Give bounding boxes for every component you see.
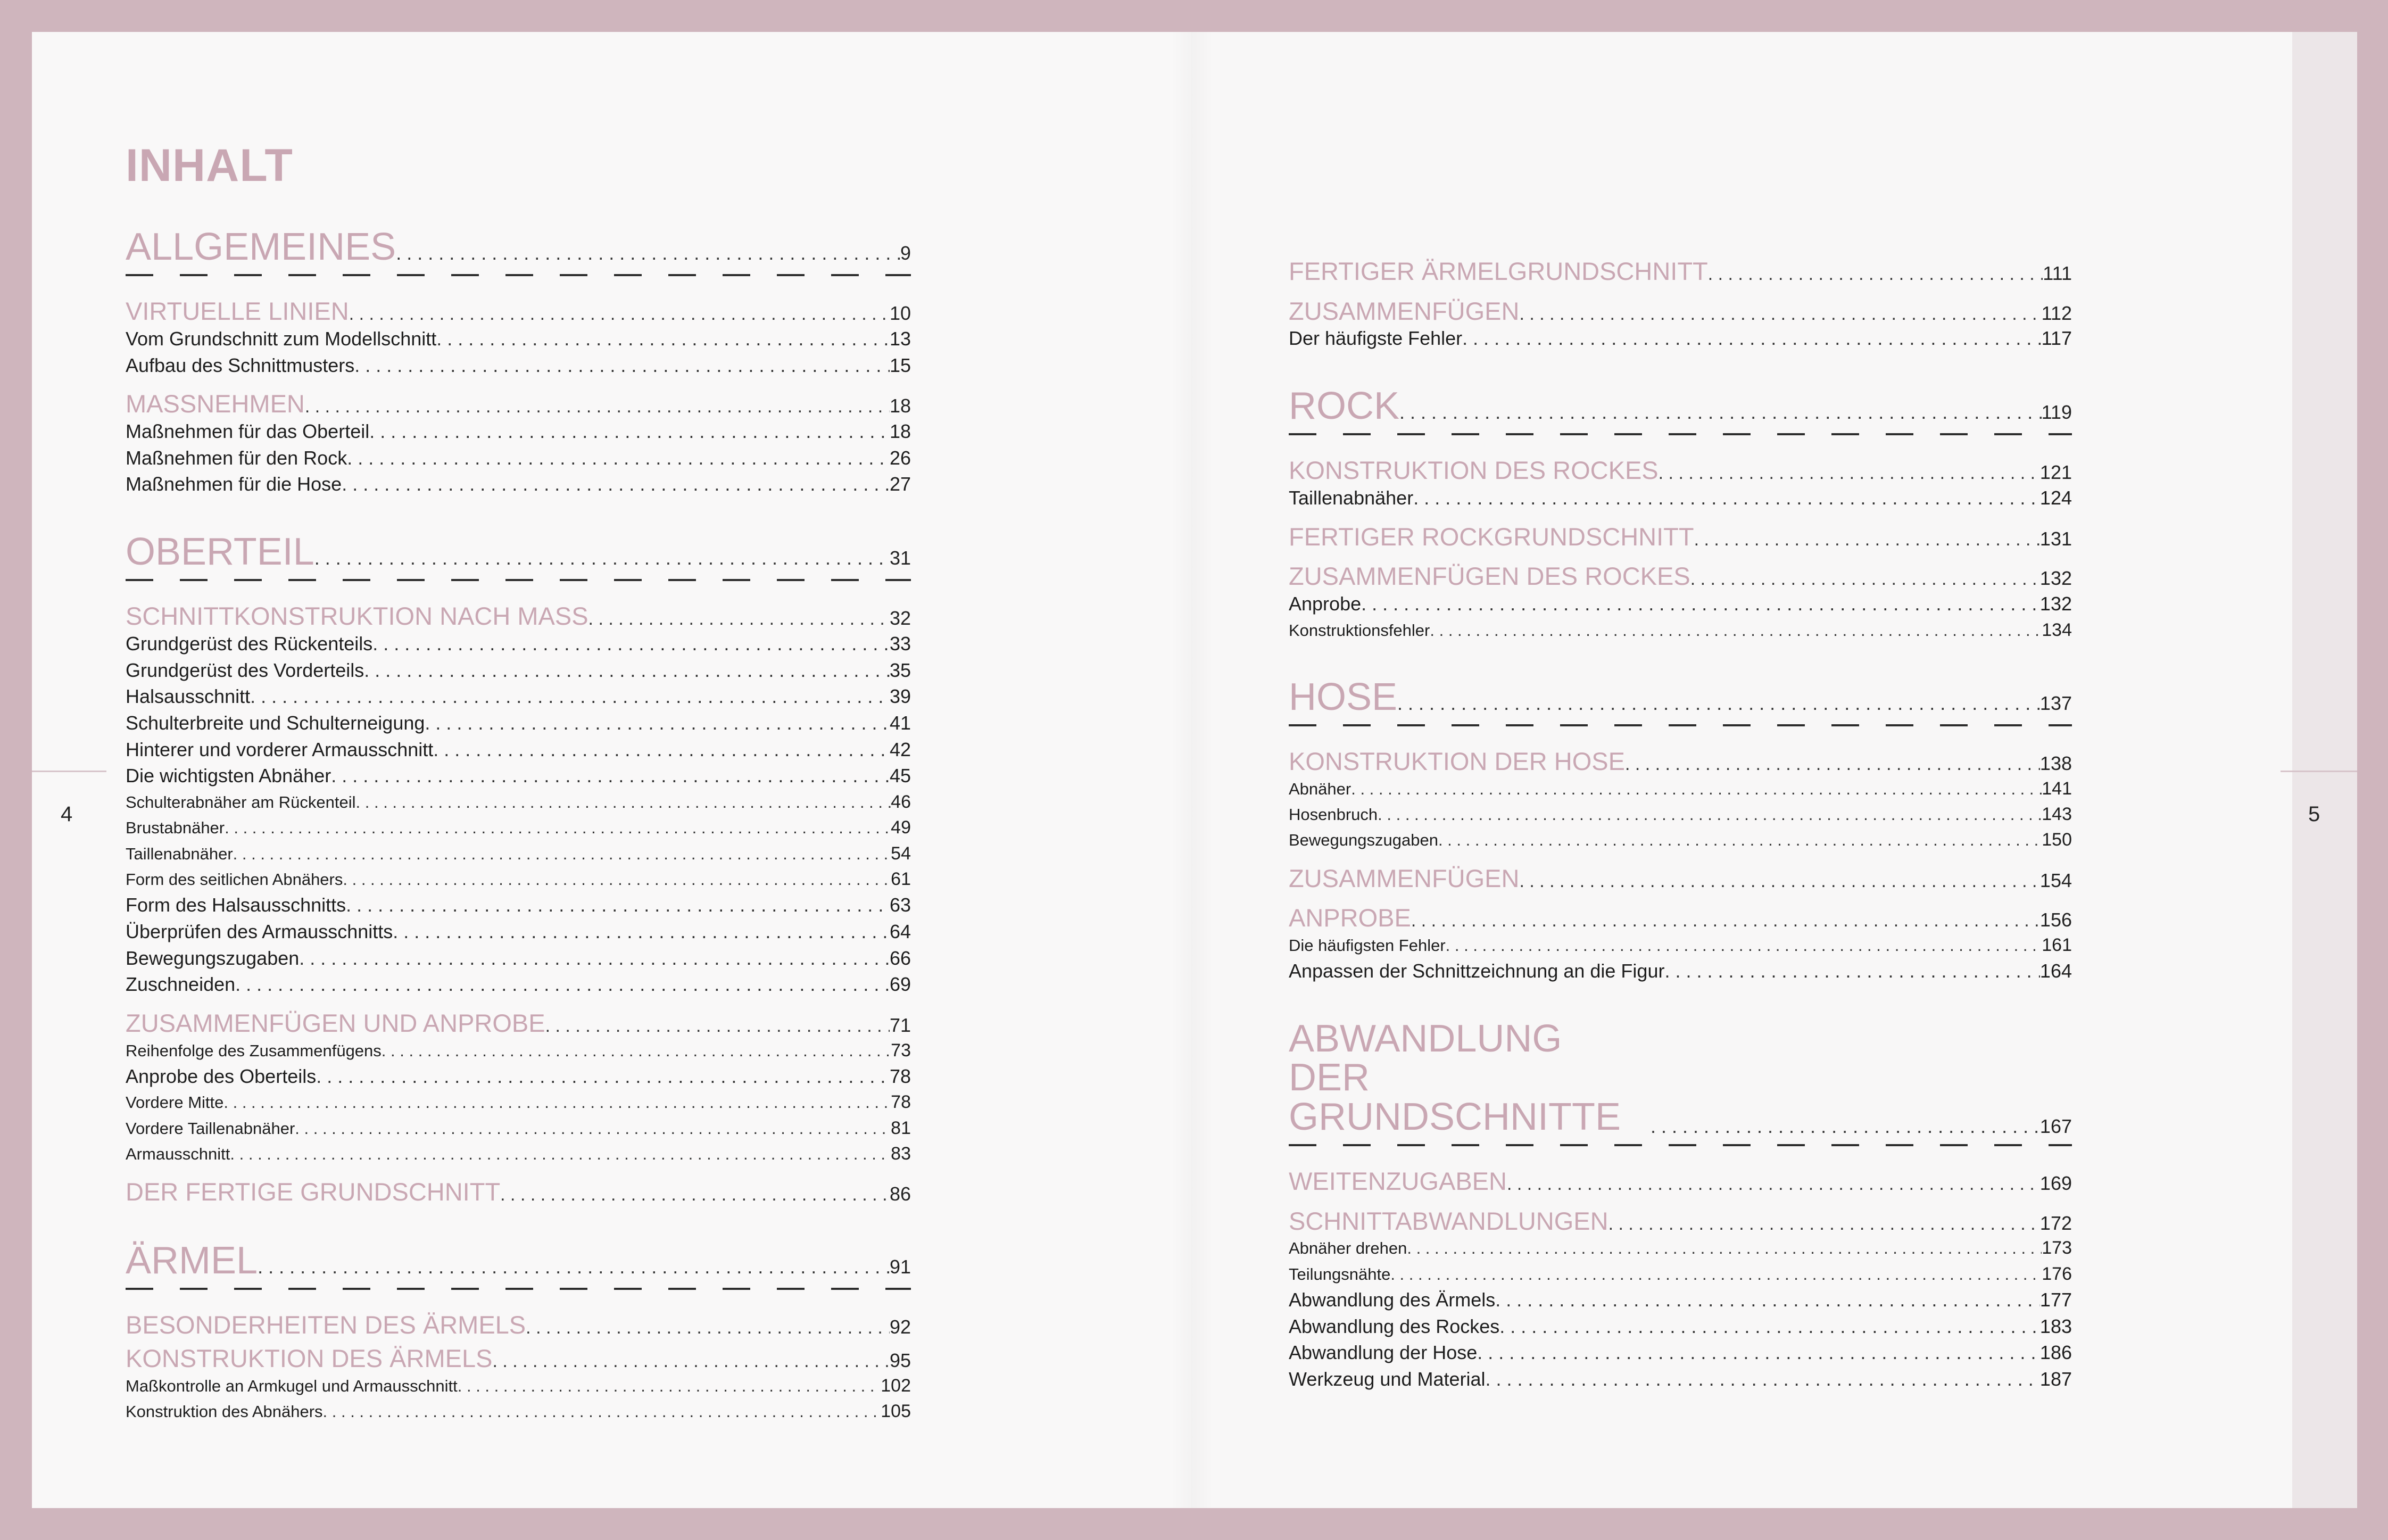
toc-entry-title: Anprobe	[1289, 592, 1362, 615]
dot-leader	[1690, 569, 2040, 589]
toc-chapter-entry	[126, 533, 911, 572]
left-page-number: 4	[61, 802, 73, 826]
toc-entry-page: 119	[2041, 401, 2072, 423]
dot-leader	[425, 710, 890, 736]
toc-entry-title: MASSNEHMEN	[126, 390, 305, 418]
dot-leader	[346, 892, 890, 918]
toc-entry-title: Taillenabnäher	[126, 844, 233, 863]
toc-entry-page: 111	[2043, 262, 2072, 284]
toc-small-entry	[1289, 827, 2072, 852]
toc-entry-page: 83	[891, 1143, 911, 1164]
toc-entry-page: 26	[889, 446, 911, 469]
toc-small-entry	[1289, 776, 2072, 801]
toc-item-entry	[1289, 1287, 2072, 1313]
toc-entry-page: 35	[889, 659, 911, 681]
toc-entry-title: Abnäher drehen	[1289, 1239, 1407, 1258]
toc-entry-page: 143	[2042, 804, 2072, 825]
dot-leader	[1519, 871, 2039, 891]
toc-entry-page: 81	[891, 1117, 911, 1138]
toc-item-entry	[126, 418, 911, 445]
dot-leader	[225, 816, 891, 840]
toc-small-entry	[1289, 1235, 2072, 1261]
dot-leader	[1486, 1366, 2040, 1393]
toc-entry-page: 86	[889, 1183, 911, 1205]
toc-entry-page: 27	[889, 473, 911, 495]
toc-entry-page: 186	[2039, 1342, 2072, 1364]
toc-entry-page: 39	[889, 685, 911, 708]
toc-item-entry	[126, 918, 911, 945]
toc-entry-title: Abwandlung der Hose	[1289, 1342, 1478, 1364]
dot-leader	[349, 304, 890, 324]
toc-item-entry	[126, 326, 911, 352]
toc-entry-title: BESONDERHEITEN DES ÄRMELS	[126, 1311, 526, 1339]
toc-entry-page: 154	[2039, 869, 2072, 891]
toc-item-entry	[126, 683, 911, 710]
toc-entry-title: ZUSAMMENFÜGEN DES ROCKES	[1289, 562, 1690, 591]
toc-entry-page: 141	[2042, 778, 2072, 799]
toc-entry-title: Anpassen der Schnittzeichnung an die Figur	[1289, 960, 1665, 982]
toc-entry-page: 15	[889, 354, 911, 376]
toc-entry-title: Taillenabnäher	[1289, 486, 1414, 509]
dot-leader	[588, 609, 890, 629]
toc-section-entry	[1289, 258, 2072, 286]
toc-entry-page: 172	[2039, 1212, 2072, 1234]
dot-leader	[1397, 694, 2040, 714]
book-gutter	[1171, 32, 1213, 1508]
chapter-dash-rule	[1289, 1140, 2072, 1156]
toc-item-entry	[126, 657, 911, 684]
toc-item-entry	[126, 763, 911, 789]
dot-leader	[396, 244, 900, 263]
toc-entry-page: 164	[2039, 960, 2072, 982]
toc-item-entry	[1289, 1313, 2072, 1340]
toc-right-column	[1289, 258, 2072, 1393]
toc-entry-title: Brustabnäher	[126, 818, 225, 838]
toc-item-entry	[126, 971, 911, 998]
dot-leader	[316, 1063, 890, 1090]
toc-entry-title: Maßnehmen für die Hose	[126, 473, 342, 495]
dot-leader	[343, 868, 891, 891]
toc-entry-title: Bewegungszugaben	[126, 947, 300, 969]
toc-entry-title: Teilungsnähte	[1289, 1264, 1391, 1284]
toc-section-entry	[1289, 1207, 2072, 1236]
dot-leader	[331, 763, 890, 789]
toc-item-entry	[126, 1063, 911, 1090]
toc-small-entry	[126, 1089, 911, 1115]
toc-small-entry	[1289, 801, 2072, 827]
toc-entry-page: 73	[891, 1040, 911, 1061]
toc-entry-page: 117	[2041, 327, 2072, 350]
toc-entry-page: 78	[891, 1092, 911, 1113]
toc-chapter-entry	[1289, 675, 2072, 718]
toc-entry-page: 10	[889, 302, 911, 325]
toc-section-entry	[1289, 904, 2072, 932]
toc-heading: INHALT	[126, 140, 293, 191]
toc-entry-title: DER FERTIGE GRUNDSCHNITT	[126, 1178, 501, 1206]
toc-entry-title: SCHNITTKONSTRUKTION NACH MASS	[126, 602, 588, 631]
toc-section-entry	[1289, 457, 2072, 485]
toc-entry-title: Vom Grundschnitt zum Modellschnitt	[126, 328, 437, 350]
toc-small-entry	[1289, 617, 2072, 643]
dot-leader	[305, 396, 890, 417]
dot-leader	[1625, 754, 2040, 774]
toc-item-entry	[126, 445, 911, 471]
chapter-dash-rule	[1289, 429, 2072, 445]
toc-small-entry	[126, 1115, 911, 1141]
toc-small-entry	[126, 1141, 911, 1166]
toc-entry-title: Bewegungszugaben	[1289, 831, 1438, 850]
dot-leader	[1477, 1339, 2040, 1366]
toc-section-entry	[126, 1009, 911, 1038]
toc-entry-title: ZUSAMMENFÜGEN	[1289, 296, 1520, 325]
toc-entry-title: Hosenbruch	[1289, 805, 1378, 824]
dot-leader	[1608, 1214, 2040, 1234]
toc-item-entry	[126, 736, 911, 763]
toc-entry-page: 45	[889, 765, 911, 787]
toc-entry-page: 49	[891, 817, 911, 838]
toc-section-entry	[126, 390, 911, 418]
toc-section-entry	[126, 1345, 911, 1373]
toc-entry-page: 137	[2039, 692, 2072, 714]
dot-leader	[258, 1257, 890, 1277]
dot-leader	[1462, 325, 2041, 352]
toc-entry-title: Hinterer und vorderer Armausschnitt	[126, 738, 434, 760]
toc-entry-page: 183	[2039, 1315, 2072, 1337]
toc-chapter-entry	[126, 1241, 911, 1280]
toc-entry-title: SCHNITTABWANDLUNGEN	[1289, 1206, 1608, 1235]
dot-leader	[458, 1375, 881, 1398]
toc-small-entry	[126, 1373, 911, 1398]
dot-leader	[295, 1117, 891, 1140]
toc-entry-title: Schulterabnäher am Rückenteil	[126, 793, 356, 812]
dot-leader	[369, 418, 890, 445]
dot-leader	[230, 1142, 891, 1166]
dot-leader	[250, 683, 890, 710]
toc-item-entry	[1289, 1366, 2072, 1393]
toc-entry-title: VIRTUELLE LINIEN	[126, 297, 349, 326]
chapter-dash-rule	[126, 1284, 911, 1299]
dot-leader	[1438, 829, 2042, 852]
dot-leader	[356, 791, 891, 814]
toc-entry-title: WEITENZUGABEN	[1289, 1167, 1507, 1196]
toc-entry-title: ALLGEMEINES	[126, 226, 396, 268]
dot-leader	[433, 736, 890, 763]
toc-entry-page: 134	[2042, 619, 2072, 640]
toc-entry-page: 138	[2039, 752, 2072, 775]
right-margin-rule	[2281, 771, 2357, 772]
dot-leader	[364, 657, 890, 684]
toc-small-entry	[1289, 932, 2072, 958]
toc-chapter-entry	[126, 228, 911, 267]
toc-entry-title: Überprüfen des Armausschnitts	[126, 920, 393, 942]
toc-entry-page: 69	[889, 973, 911, 996]
dot-leader	[382, 1039, 891, 1063]
toc-entry-page: 63	[889, 894, 911, 916]
toc-chapter-entry	[1289, 1017, 2072, 1138]
dot-leader	[1694, 529, 2040, 550]
toc-left-column	[126, 228, 911, 1424]
toc-entry-title: ANPROBE	[1289, 904, 1411, 932]
toc-entry-title: Schulterbreite und Schulterneigung	[126, 712, 425, 734]
toc-entry-page: 46	[891, 792, 911, 813]
toc-entry-title: KONSTRUKTION DES ROCKES	[1289, 456, 1659, 485]
toc-entry-page: 176	[2042, 1263, 2072, 1284]
toc-entry-page: 41	[889, 712, 911, 734]
dot-leader	[1430, 619, 2042, 642]
toc-entry-title: Abwandlung des Rockes	[1289, 1315, 1500, 1337]
toc-entry-title: FERTIGER ÄRMELGRUNDSCHNITT	[1289, 257, 1708, 285]
toc-entry-page: 102	[881, 1375, 911, 1396]
toc-entry-title: ABWANDLUNG DER GRUNDSCHNITTE	[1289, 1017, 1621, 1138]
toc-entry-title: Maßkontrolle an Armkugel und Armausschnitt	[126, 1376, 458, 1395]
toc-entry-page: 13	[889, 328, 911, 350]
toc-item-entry	[126, 945, 911, 972]
toc-entry-title: Form des seitlichen Abnähers	[126, 870, 343, 889]
toc-entry-title: Konstruktion des Abnähers	[126, 1402, 323, 1421]
right-page-number: 5	[2308, 802, 2320, 826]
toc-item-entry	[126, 352, 911, 379]
toc-entry-title: Maßnehmen für das Oberteil	[126, 420, 370, 443]
dot-leader	[436, 326, 890, 352]
toc-section-entry	[1289, 865, 2072, 893]
toc-entry-page: 18	[889, 420, 911, 443]
toc-section-entry	[1289, 523, 2072, 551]
toc-small-entry	[126, 866, 911, 892]
toc-entry-title: ROCK	[1289, 384, 1400, 427]
dot-leader	[223, 1091, 891, 1114]
toc-entry-page: 150	[2042, 830, 2072, 850]
toc-entry-title: Zuschneiden	[126, 973, 236, 996]
toc-entry-page: 112	[2041, 302, 2072, 324]
dot-leader	[299, 945, 890, 972]
toc-entry-page: 33	[889, 633, 911, 655]
toc-entry-title: Abwandlung des Ärmels	[1289, 1288, 1496, 1311]
toc-item-entry	[1289, 325, 2072, 352]
toc-entry-title: Form des Halsausschnitts	[126, 894, 346, 916]
dot-leader	[342, 471, 890, 498]
toc-entry-title: Werkzeug und Material	[1289, 1368, 1486, 1390]
toc-entry-title: Maßnehmen für den Rock	[126, 446, 347, 469]
toc-entry-title: ÄRMEL	[126, 1239, 258, 1282]
toc-entry-title: Vordere Mitte	[126, 1093, 224, 1112]
chapter-dash-rule	[126, 575, 911, 591]
toc-chapter-entry	[1289, 384, 2072, 427]
dot-leader	[1446, 934, 2042, 957]
toc-entry-page: 187	[2039, 1368, 2072, 1390]
dot-leader	[1378, 803, 2042, 826]
toc-entry-page: 105	[881, 1401, 911, 1421]
toc-section-entry	[126, 1311, 911, 1339]
toc-entry-title: HOSE	[1289, 675, 1398, 718]
dot-leader	[1659, 463, 2040, 483]
toc-entry-page: 61	[891, 868, 911, 889]
dot-leader	[1507, 1174, 2040, 1194]
toc-entry-page: 78	[889, 1065, 911, 1087]
toc-entry-title: Vordere Taillenabnäher	[126, 1119, 295, 1138]
toc-entry-page: 167	[2039, 1115, 2072, 1138]
dot-leader	[314, 549, 890, 568]
toc-section-entry	[126, 1178, 911, 1206]
toc-section-entry	[1289, 1168, 2072, 1196]
dot-leader	[500, 1185, 890, 1205]
dot-leader	[1407, 1237, 2042, 1260]
dot-leader	[1390, 1263, 2042, 1286]
dot-leader	[1411, 910, 2040, 931]
dot-leader	[526, 1318, 890, 1338]
chapter-dash-rule	[1289, 720, 2072, 736]
toc-entry-title: FERTIGER ROCKGRUNDSCHNITT	[1289, 522, 1694, 551]
chapter-dash-rule	[126, 270, 911, 286]
dot-leader	[347, 445, 890, 471]
toc-item-entry	[1289, 485, 2072, 511]
toc-entry-title: ZUSAMMENFÜGEN	[1289, 864, 1520, 892]
dot-leader	[233, 842, 891, 866]
right-page-edge-tint	[2292, 32, 2357, 1508]
dot-leader	[1651, 1117, 2040, 1137]
toc-entry-title: Reihenfolge des Zusammenfügens	[126, 1041, 382, 1060]
toc-entry-title: Konstruktionsfehler	[1289, 620, 1430, 640]
toc-item-entry	[126, 631, 911, 657]
toc-entry-page: 42	[889, 738, 911, 760]
toc-small-entry	[126, 1398, 911, 1424]
toc-item-entry	[1289, 591, 2072, 617]
toc-item-entry	[1289, 958, 2072, 984]
toc-section-entry	[1289, 748, 2072, 776]
dot-leader	[1351, 777, 2042, 801]
toc-entry-title: Abnäher	[1289, 779, 1351, 798]
toc-entry-page: 18	[889, 395, 911, 417]
dot-leader	[1361, 591, 2040, 617]
toc-entry-page: 71	[889, 1014, 911, 1036]
toc-entry-title: KONSTRUKTION DER HOSE	[1289, 747, 1625, 776]
toc-entry-page: 132	[2039, 592, 2072, 615]
toc-entry-page: 66	[889, 947, 911, 969]
dot-leader	[1708, 264, 2043, 284]
toc-section-entry	[126, 602, 911, 631]
toc-small-entry	[126, 815, 911, 840]
toc-entry-page: 64	[889, 920, 911, 942]
toc-section-entry	[126, 297, 911, 326]
toc-item-entry	[126, 471, 911, 498]
toc-entry-page: 9	[900, 242, 911, 264]
toc-entry-page: 31	[889, 547, 911, 569]
toc-entry-page: 92	[889, 1316, 911, 1338]
toc-entry-title: KONSTRUKTION DES ÄRMELS	[126, 1344, 493, 1372]
toc-item-entry	[126, 710, 911, 736]
left-margin-rule	[32, 771, 106, 772]
toc-entry-page: 95	[889, 1349, 911, 1371]
toc-entry-title: Halsausschnitt	[126, 685, 251, 708]
toc-small-entry	[126, 789, 911, 815]
dot-leader	[545, 1016, 890, 1036]
toc-entry-title: OBERTEIL	[126, 531, 314, 574]
toc-entry-title: Die häufigsten Fehler	[1289, 935, 1446, 955]
dot-leader	[235, 971, 890, 998]
toc-entry-title: Aufbau des Schnittmusters	[126, 354, 355, 376]
toc-small-entry	[1289, 1261, 2072, 1287]
toc-entry-page: 91	[889, 1255, 911, 1278]
toc-section-entry	[1289, 297, 2072, 326]
dot-leader	[354, 352, 890, 379]
dot-leader	[372, 631, 890, 657]
toc-entry-title: Grundgerüst des Rückenteils	[126, 633, 373, 655]
dot-leader	[1499, 1313, 2040, 1340]
dot-leader	[1519, 304, 2041, 324]
dot-leader	[1399, 403, 2042, 423]
dot-leader	[323, 1400, 881, 1423]
toc-entry-page: 124	[2039, 486, 2072, 509]
dot-leader	[1495, 1287, 2040, 1313]
dot-leader	[1664, 958, 2039, 984]
toc-entry-page: 54	[891, 843, 911, 864]
toc-entry-title: Grundgerüst des Vorderteils	[126, 659, 364, 681]
toc-entry-page: 173	[2042, 1238, 2072, 1259]
toc-entry-title: Der häufigste Fehler	[1289, 327, 1463, 350]
toc-small-entry	[126, 841, 911, 866]
toc-entry-page: 169	[2039, 1172, 2072, 1195]
toc-entry-page: 177	[2039, 1288, 2072, 1311]
toc-entry-page: 156	[2039, 909, 2072, 931]
toc-small-entry	[126, 1038, 911, 1063]
toc-item-entry	[126, 892, 911, 918]
toc-section-entry	[1289, 562, 2072, 591]
toc-entry-page: 131	[2039, 527, 2072, 550]
toc-entry-title: ZUSAMMENFÜGEN UND ANPROBE	[126, 1008, 545, 1037]
dot-leader	[393, 918, 890, 945]
dot-leader	[492, 1351, 890, 1371]
toc-item-entry	[1289, 1339, 2072, 1366]
toc-entry-page: 121	[2039, 461, 2072, 484]
toc-entry-title: Die wichtigsten Abnäher	[126, 765, 331, 787]
toc-entry-page: 161	[2042, 934, 2072, 955]
toc-entry-page: 132	[2039, 567, 2072, 590]
toc-entry-title: Armausschnitt	[126, 1144, 230, 1163]
toc-entry-title: Anprobe des Oberteils	[126, 1065, 317, 1087]
dot-leader	[1413, 485, 2040, 511]
toc-entry-page: 32	[889, 607, 911, 630]
